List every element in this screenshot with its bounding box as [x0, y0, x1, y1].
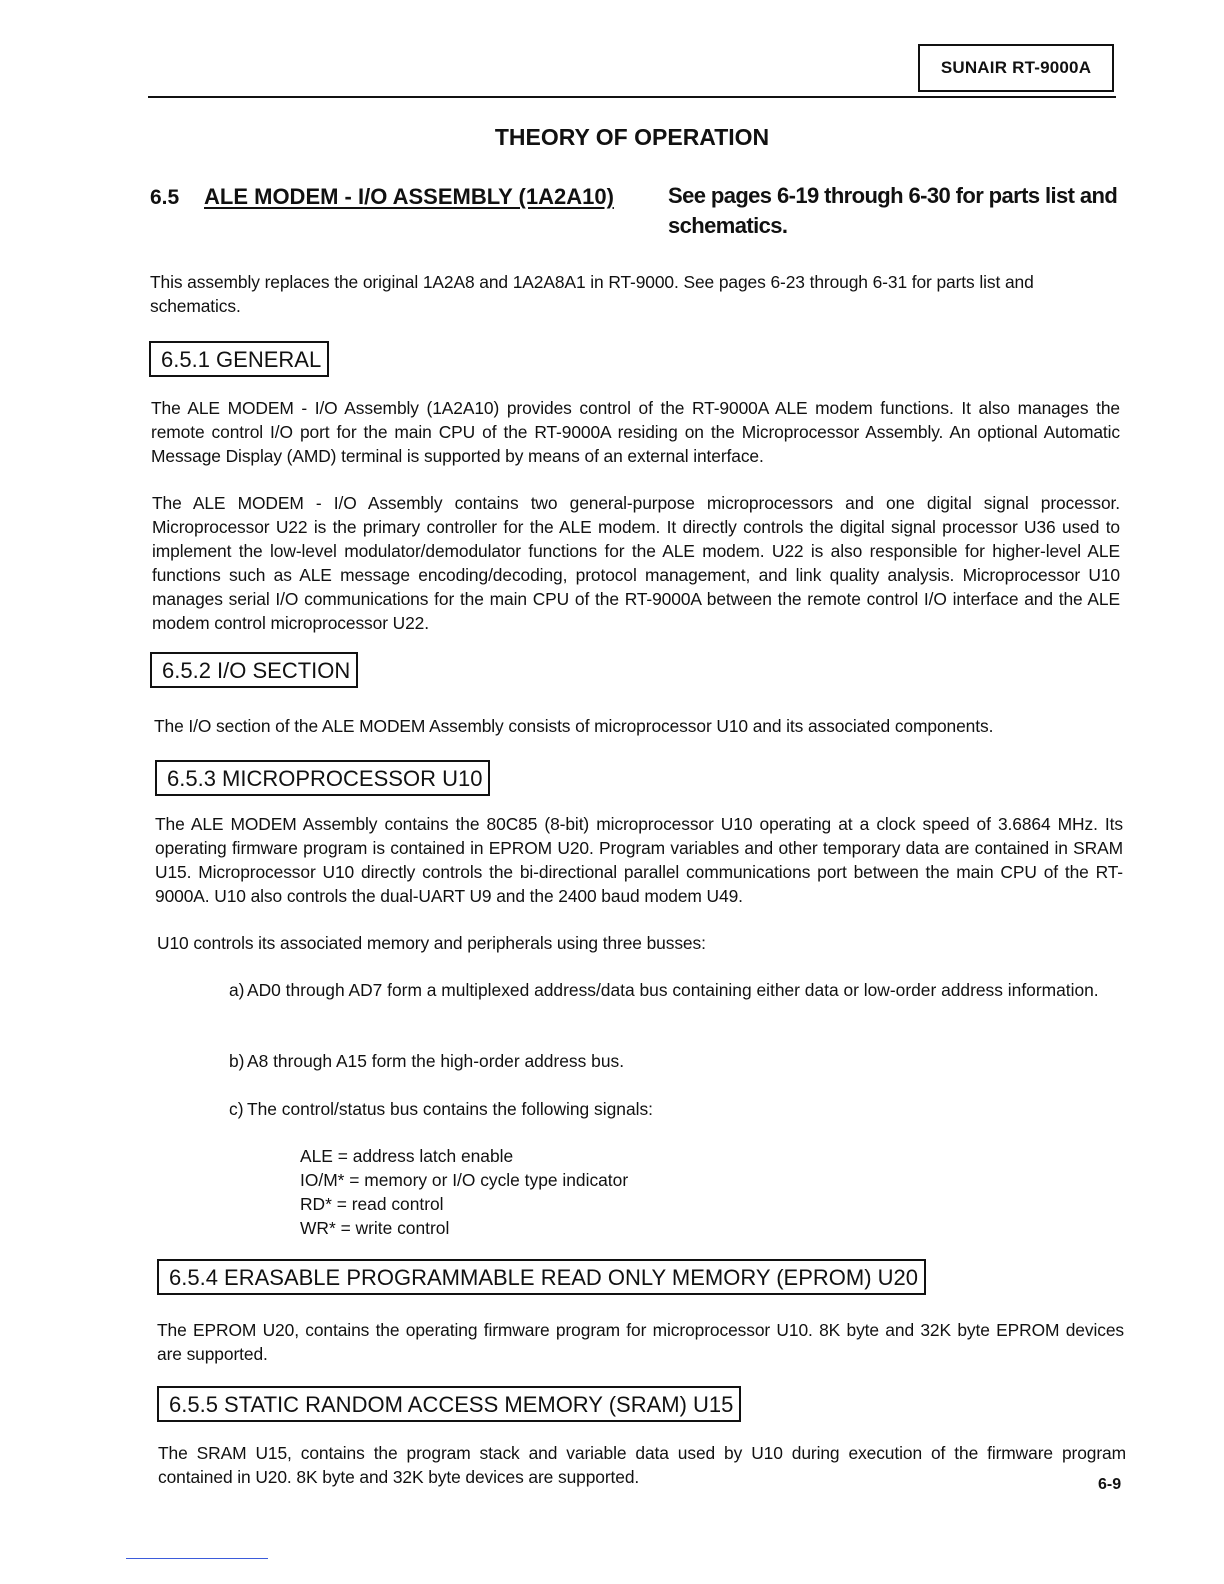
- scan-artifact-line: [126, 1558, 268, 1559]
- signal-item: ALE = address latch enable: [300, 1146, 514, 1166]
- microprocessor-paragraph-1: The ALE MODEM Assembly contains the 80C85 (8-bit) microprocessor U10 operating at a clock speed of 3.6864 MHz. Its operating firmware program is contained in EPROM U20. Program variables and other temporary data are contained in SRAM U15. Microprocessor U10 directly controls the bi-directional parallel communications port between the main CPU of the RT-9000A. U10 also controls the dual-UART U9 and the 2400 baud modem U49.: [155, 814, 1123, 906]
- bus-item-text: AD0 through AD7 form a multiplexed address/data bus containing either data or low-order address information.: [247, 980, 1099, 1000]
- bus-item-b: [229, 1049, 1123, 1073]
- heading-6-5-1: 6.5.1 GENERAL: [149, 341, 329, 377]
- bus-item-text: The control/status bus contains the following signals:: [247, 1099, 654, 1119]
- bus-item-text: A8 through A15 form the high-order address bus.: [247, 1051, 625, 1071]
- io-section-paragraph: The I/O section of the ALE MODEM Assembly consists of microprocessor U10 and its associated components.: [154, 716, 994, 736]
- section-number: 6.5: [150, 186, 180, 209]
- signal-item: IO/M* = memory or I/O cycle type indicator: [300, 1170, 629, 1190]
- heading-6-5-4: 6.5.4 ERASABLE PROGRAMMABLE READ ONLY MEMORY (EPROM) U20: [157, 1259, 926, 1295]
- header-rule: [148, 96, 1116, 98]
- general-paragraph-1: The ALE MODEM - I/O Assembly (1A2A10) provides control of the RT-9000A ALE modem functions. It also manages the remote control I/O port for the main CPU of the RT-9000A residing on the Microprocessor Assembly. An optional Automatic Message Display (AMD) terminal is supported by means of an external interface.: [151, 398, 1120, 466]
- general-paragraph-2: The ALE MODEM - I/O Assembly contains two general-purpose microprocessors and one digital signal processor. Microprocessor U22 is the primary controller for the ALE modem. It directly controls the digital signal processor U36 used to implement the low-level modulator/demodulator functions for the ALE modem. U22 is also responsible for higher-level ALE functions such as ALE message encoding/decoding, protocol management, and link quality analysis. Microprocessor U10 manages serial I/O communications for the main CPU of the RT-9000A between the remote control I/O interface and the ALE modem control microprocessor U22.: [152, 493, 1120, 633]
- signal-list: [300, 1144, 628, 1240]
- eprom-paragraph: The EPROM U20, contains the operating firmware program for microprocessor U10. 8K byte and 32K byte EPROM devices are supported.: [157, 1320, 1124, 1364]
- page-number: 6-9: [1098, 1476, 1122, 1493]
- microprocessor-paragraph-2: U10 controls its associated memory and peripherals using three busses:: [157, 933, 706, 953]
- signal-item: RD* = read control: [300, 1194, 444, 1214]
- page-heading: THEORY OF OPERATION: [494, 124, 770, 150]
- sram-paragraph: The SRAM U15, contains the program stack and variable data used by U10 during execution of the firmware program contained in U20. 8K byte and 32K byte devices are supported.: [158, 1443, 1126, 1487]
- bus-item-c: [229, 1097, 1123, 1121]
- heading-6-5-3: 6.5.3 MICROPROCESSOR U10: [155, 760, 490, 796]
- heading-6-5-5: 6.5.5 STATIC RANDOM ACCESS MEMORY (SRAM) U15: [157, 1386, 741, 1422]
- bus-item-a: [229, 978, 1123, 1002]
- intro-paragraph: This assembly replaces the original 1A2A8 and 1A2A8A1 in RT-9000. See pages 6-23 through 6-31 for parts list and schematics.: [150, 272, 1034, 316]
- bus-item-marker: a): [229, 980, 245, 1000]
- section-reference-note: See pages 6-19 through 6-30 for parts list and schematics.: [668, 183, 1118, 238]
- signal-item: WR* = write control: [300, 1218, 450, 1238]
- heading-6-5-2: 6.5.2 I/O SECTION: [150, 652, 358, 688]
- bus-item-marker: c): [229, 1099, 244, 1119]
- section-title: ALE MODEM - I/O ASSEMBLY (1A2A10): [204, 184, 614, 209]
- bus-item-marker: b): [229, 1051, 245, 1071]
- brand-label: SUNAIR RT-9000A: [918, 44, 1114, 92]
